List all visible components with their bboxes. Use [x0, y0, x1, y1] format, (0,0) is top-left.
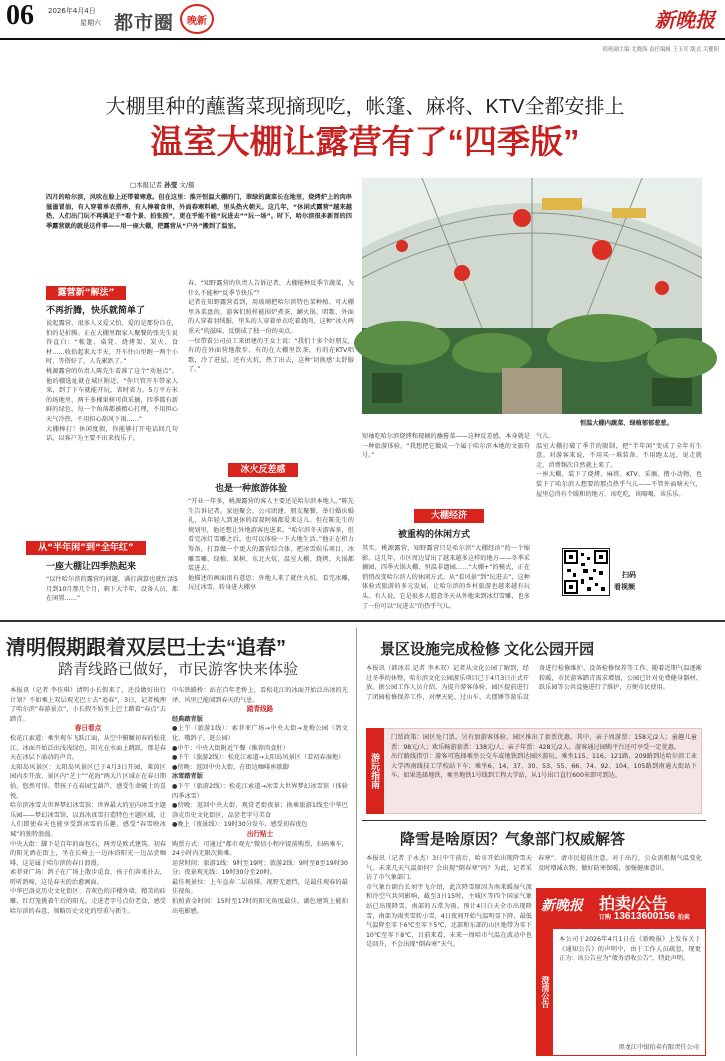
masthead: [0, 0, 725, 53]
tips-heading: 出行贴士: [246, 829, 274, 838]
qr-label-2: 看视频: [614, 584, 635, 591]
story3-title: 景区设施完成检修 文化公园开园: [380, 641, 595, 658]
route2-item-1: ●下午（旅游2线）：松花江索道→冰雪大世界梦幻冰雪馆（体验四季冰雪）: [172, 782, 348, 800]
route1-title: 经典踏青版: [172, 715, 203, 723]
subhead-1-sub: 不再折腾，快乐就简单了: [46, 305, 146, 315]
route2-item-2: ●傍晚：返回中央大街，观赏老街夜景；换乘旅游1线至中华巴洛克历史文化街区，品尝老字号美食: [172, 802, 348, 819]
spot-2: 太阳岛风景区：太阳岛风景区已于4月3日开园，莱茵区园内步开放，景区内“芝士”“花海”两大片区域正在春日期拾，悠然可得。带孩子在春园宝葫芦，感受生命破土的喜悦。: [10, 763, 166, 800]
col2-para-a: 春，“知野露营的负责人告诉记者，大棚能种反季节蔬菜，为什么不能种“反季节快乐”？: [188, 280, 354, 297]
route2-title: 冰雪踏青版: [172, 773, 203, 781]
lead-col2-b: [188, 497, 354, 613]
ad-title: 拍卖/公告: [599, 896, 668, 913]
tip-2: 运营时间：旅游1线：9时至19时；旅游2线：9时至8至19时30分；夜景观光线：19时30分至20时。: [172, 859, 348, 877]
column-divider: [356, 628, 357, 1056]
lead-title: 温室大棚让露营有了“四季版”: [150, 123, 580, 160]
ad-logo: 新晚报: [541, 898, 583, 914]
guide-routes: 出行路线指引：游客可选择乘坐公交车或地铁到达园区游玩。乘坐115、116、121路、209路到达哈尔滨工业大学西南线技工学校站下车；乘坐6、14、37、30、53、55、66、74、92、104、105路到南通大街站下车。如果选择地铁，乘坐地铁1号线到工程大学站，从1号出口直行600米即可到达。: [391, 753, 697, 780]
story2-mid: 中东铁路桥：站在百年老桥上，看松花江的冰面开始泛出冰的光泽，风里已能闻到春天的气息。: [172, 687, 348, 704]
subhead-1: 露营新“解法”: [46, 286, 126, 300]
guide-tickets: 门票政策：园区免门票。另有加游客体验，园区推出了套票优惠。其中，亲子周游票：158元/2人；童趣儿童票：98元/人；欢乐畅游套票：138元/人；亲子年票：428元/2人。游客通过园购平台还可享受一定优惠。: [391, 734, 697, 751]
spot-6: 中华巴洛克历史文化街区：青灰色的洋楼外墙，精美的砖雕，红灯笼挑着午后的阳光。走进老字号点份老食，感受哈尔滨的春意，领略历史文化的厚重与新生。: [10, 888, 166, 915]
col1-para-d: “以往哈尔滨的露营的问题，满打满算也就忙活5月到10月那几个月，剩下大半年，设备人员，都在闲置……”: [46, 576, 178, 603]
lead-kicker: 大棚里种的蘸酱菜现摘现吃，帐篷、麻将、KTV全都安排上: [105, 96, 625, 118]
spot-5: 索菲亚广场：鸽子在广场上散步觅食，孩子们奔来扑去，听听鸽啼，这是春天的治愈画面。: [10, 869, 166, 886]
byline-name: 孙莹: [164, 181, 178, 189]
ad-phone-prefix: 订购: [599, 915, 612, 921]
col3-para-a: 短袖吃哈尔滨烧烤和现摘的蘸酱菜——这种反差感，本身就是一种旅游体验。“我想把它做成一个属于哈尔滨本地的文旅符号。”: [362, 433, 530, 460]
qr-label-1: 扫码: [622, 572, 636, 579]
col4-para-a: 气儿。: [536, 433, 555, 440]
route1-item-2: ●中午：中央大街附近午餐（推荐肉食肝）: [172, 744, 289, 752]
lead-col2: [188, 279, 354, 479]
guide-box: [366, 728, 702, 814]
story4-lead: 本报讯（记者 于永杰）3日中午前后，哈市开始出现降雪天气。未来几天气温如何？会出现“倒春寒”吗？为此，记者采访了市气象部门。: [366, 855, 532, 882]
story4-body: 市气象台副台长刘宇飞介绍，此次降雪原因为南来暖湿气流和冷空气共同影响，截至3日15时，主城区等四个国家气象站已出现降雪，南部的五常为雨。预计4日白天全市出现降雪，南部为雨夹雪转小雪，4日夜间开始气温明显下降，最低气温降至零下6℃至零下5℃，北部和东部的山区地带为零下10℃至零下8℃，目前来看，未来一周哈市气温在波动中也是回升，不会出现“倒春寒”天气。: [366, 883, 532, 949]
guide-text: [391, 733, 697, 811]
route1-item-1: ●上午（旅游1线）：索菲亚广场→中央大街→龙梅公园（鸽文化、哦鸽子、逛公园）: [172, 725, 348, 742]
ad-header: [537, 889, 705, 929]
subhead-2-sub: 一座大棚让四季热起来: [46, 561, 137, 571]
route1-item-3: ●下午（旅游2线）：松花江索道→太阳岛风景区（看初春湿地）: [172, 754, 345, 762]
photo-caption: 恒温大棚内蔬菜、绿植郁郁葱葱。: [580, 420, 673, 427]
issue-weekday: 星期六: [80, 19, 101, 27]
col3-para-b: 其实，桃源露营，知野露营只是哈尔滨“大棚经济”的一个缩影。这几年，市区周边冒出了越来越多这样的地方——冬季采摘园、四季火锅大棚、恒温非遗园……“大棚+”的模式，正在悄悄改变哈尔滨人的休闲方式。从“看风景”到“玩进去”，这种体验式旅游的多元发展，让哈尔滨的乡村旅游也越来越有玩头。有人说，它是很多人愿意冬天从外地来到冰灯雪雕，也多了一份可以“玩进去”的热乎气儿。: [362, 545, 530, 610]
qr-code[interactable]: [562, 548, 610, 596]
story2-subtitle: 踏青线路已做好，市民游客快来体验: [58, 661, 299, 678]
col2-para-c: 一位带着公司员工来团建的王女士说：“我们十多个好朋友，有的在外面营地散步，有的在大棚里饮茶，有的在KTV唱歌，冷了进屋，还有火炕，热了出去，这种‘切换感’太舒服了。”: [188, 337, 354, 374]
subhead-3-sub: 也是一种旅游体验: [215, 483, 288, 493]
subhead-3: 冰火反差感: [228, 463, 298, 477]
spot-3: 哈尔滨冰雪大世界梦幻冰雪馆：世界最大的室内冰雪主题乐园——梦幻冰雪馆，以真冰真雪打造特色主题区域，让人们即使春天也能享受到冰雪的乐趣，感受“春雪映冰城”的独特浪漫。: [10, 802, 166, 838]
route1-item-4: ●傍晚：返回中央大街，在街边咖啡座歇脚: [172, 763, 289, 771]
route-heading: 踏青线路: [246, 705, 274, 714]
spot-4: 中央大街：脚下是百年的面包石，两旁是欧式建筑。初春的阳光洒在街上，坐在长椅上一边沐浴阳光一边品尝咖啡，这是属于哈尔滨的春日浪漫。: [10, 840, 166, 867]
issue-date: 2026年4月4日: [48, 7, 96, 15]
col2-para-e: 他描述的画面很有意思：外地人来了就住火炕，看完冰雕，玩过冰雪，转身进大棚享: [188, 574, 354, 592]
route2-item-3: ●晚上（夜景线）：19时30分发车，感受初春夜色: [172, 821, 308, 829]
divider-2: [362, 820, 706, 821]
lead-byline: [130, 180, 195, 189]
story4-title: 降雪是啥原因？气象部门权威解答: [400, 831, 626, 848]
section-badge-text: 晚新: [187, 15, 207, 27]
story2-title: 清明假期跟着双层巴士去“追春”: [6, 637, 286, 659]
subhead-2: 从“半年闲”到“全年红”: [26, 541, 146, 555]
tip-4: 拍照黄金时间：15时至17时的阳光角度最佳，湖色建筑上能拍出电影感。: [172, 898, 348, 915]
ad-body: 本公司于2026年4月1日在《新晚报》上发布关于《通知公告》的声明中，由于工作人员疏忽，现更正为：该公告应为“债务清收公告”，特此声明。: [559, 936, 701, 963]
ad-company: 黑龙江中银拍卖有限责任公司: [618, 1044, 699, 1051]
spots-heading: 春日看点: [74, 724, 102, 733]
subhead-4-sub: 被重构的休闲方式: [398, 529, 471, 539]
tip-3: 最佳观景位：上车直奔二层前排，视野无遮挡，是最佳观春的最佳视角。: [172, 878, 348, 896]
story2-lead: 本报讯（记者 李佳琪）清明小长假来了，还没做好出行计划？不如乘上双层观光巴士去“追春”，3日，记者梳理了哈尔滨“春游景点”，小长假不妨坐上巴士踏着“春点”去踏青。: [10, 687, 166, 723]
story2-col1: [10, 686, 166, 1056]
col1-para-a: 说起露营，很多人又爱又怕。爱的是那份自在，怕的是折腾。正在大棚里跟家人聚餐的张先生说得直白：“帐篷、桌凳、烧烤架、炭火、食材……收拾起来大半天，开车往山里跑一两个小时，等搭好了，人先累趴了。”: [46, 320, 178, 366]
newspaper-logo: 新晚报: [655, 8, 715, 32]
section-name: 都市圈: [114, 13, 175, 34]
story4-col2: 春寒”。请市民提前注意，对于出行，公众需根据气温变化及时增减衣物，做好防寒保暖，加强健康意识。: [538, 855, 702, 872]
byline-prefix: □本报记者: [130, 181, 163, 189]
greenhouse-illustration: [362, 178, 702, 414]
lead-col4: [536, 432, 702, 536]
page-number: 06: [6, 0, 34, 31]
divider-1: [0, 620, 725, 622]
greenhouse-photo: [362, 178, 702, 414]
ad-phone-number[interactable]: 13613600156: [613, 911, 675, 922]
story4-col1: [366, 854, 532, 949]
col4-para-b: 温室大棚打破了季节的限制，把“半年闲”变成了全年有生意。对游客来说，不用买一堆装备，不用跑太远，说走就走，消费频次自然就上来了。: [536, 442, 702, 469]
byline-suffix: 文/摄: [179, 181, 195, 189]
spot-1: 松花江索道：乘坐观车飞跃江面，从空中俯瞰初春的松花江。冰面开始泛出浅浅绿色，阳光在水面上跳跃，那是春天在冰层下涌动的声音。: [10, 734, 166, 762]
ad-phone: [599, 911, 690, 922]
ad-phone-suffix: 拍卖: [677, 915, 690, 921]
story3-body: 本报讯（韩冰若 记者 李木双）记者从文化公园了解到，经过冬季的休整，哈尔滨文化公园游乐项目已于4月3日正式开放。据公园工作人员介绍，为提升游客体验，园区提前进行了闭园检修保养工作，对摩天轮、过山车、大摆锤等游乐设备进行检修维护、设备检修保养等工作。随着近期气温逐渐转暖，市民游客踏青需求增加，公园已针对免费健身器材、跃乐园等公共设施进行了维护，方便市民使用。: [366, 665, 702, 701]
col1-para-b: 桃源露营的负责人陈先生看准了这个“劝退点”。他的棚选址就在城区附近，“你只管开车带家人来，到了下车就能开玩，省时省力。5万平方米的场地里，两千多棵果树可供采摘，四季都有新鲜的绿色，每一个角落都被精心打理，不用担心天气冷热，不用担心刮风下雨……”: [46, 367, 178, 423]
col4-para-c: 一座大棚，装下了烧烤、麻将、KTV、采摘、撸小动物，也装下了哈尔滨人想要的那点热乎气儿——不管外面啥天气，屋里总得有个暖和的地方，该吃吃，该喝喝，该乐乐。: [536, 471, 702, 498]
section-badge: [180, 4, 214, 34]
subhead-4: 大棚经济: [414, 509, 484, 523]
tip-1: 购票方式：可通过“都市观光”微信小程序提前购票，扫码乘车，24小时内无限次换乘。: [172, 840, 348, 858]
editor-credits: 值班副主编 尤晓海 责任编辑 王玉军 版式 关健阳: [602, 47, 719, 53]
story2-col2: [172, 686, 348, 1056]
auction-ad: [536, 888, 706, 1056]
col2-para-b: 记者在知野露营看到，用玻璃把哈尔滨特色菜种植、可大棚里各菜盘的，游客们照样能围炉煮茶、涮火锅、唱歌、外面的人穿着羽绒服，里头的人穿着单衣吃着烧肉，这种“冰火两重天”的滋味，反倒成了独一份的卖点。: [188, 299, 354, 335]
ad-side-label: 澄清公告: [537, 929, 553, 1055]
qr-code-icon: [563, 549, 609, 595]
guide-label: 游玩指南: [366, 728, 384, 814]
col1-para-c: 大棚棒打！休闲度假，你能够打开电话回几句话，以客户为主要不出来找乐子。: [46, 425, 178, 443]
lead-col1: [46, 319, 178, 529]
lead-intro: 四月的哈尔滨，风吹在脸上还带着寒意。但在这里：推开恒温大棚的门，翠绿的蔬菜长在地里，烧烤炉上的肉串滋滋冒油，有人穿着单衣搭串，有人捧着食串，外面春寒料峭，里头热火朝天。这几年，“休闲式露营”越来越热，人们出门玩不再满足于“看个景、拍张照”，更在乎能不能“玩进去”“玩一场”。时下，哈尔滨很多新晋的四季露营就的就是这件事——用一座大棚，把露营从“户外”搬到了温室。: [46, 194, 352, 230]
col2-para-d: “开业一年多，桃源露营的客人主要还是哈尔滨本地人。”陈先生告诉记者。家庭聚会、公司团建、朋友聚餐，举行婚庆婚礼，从年轻人到退休的叔叔阿姨都爱来这儿。但在陈先生的规划里，他还想让外地游客也进来。“哈尔滨冬天游客多，但看完冰灯雪雕之后，也可以体验一下大地生活。”他正在积力筹备，打算做一个更大的露营综合体，把冰雪娱乐项目、冰雕雪雕、绿植、果树、东北火炕、温室大棚、烧烤、火锅都装进去。: [188, 498, 354, 573]
